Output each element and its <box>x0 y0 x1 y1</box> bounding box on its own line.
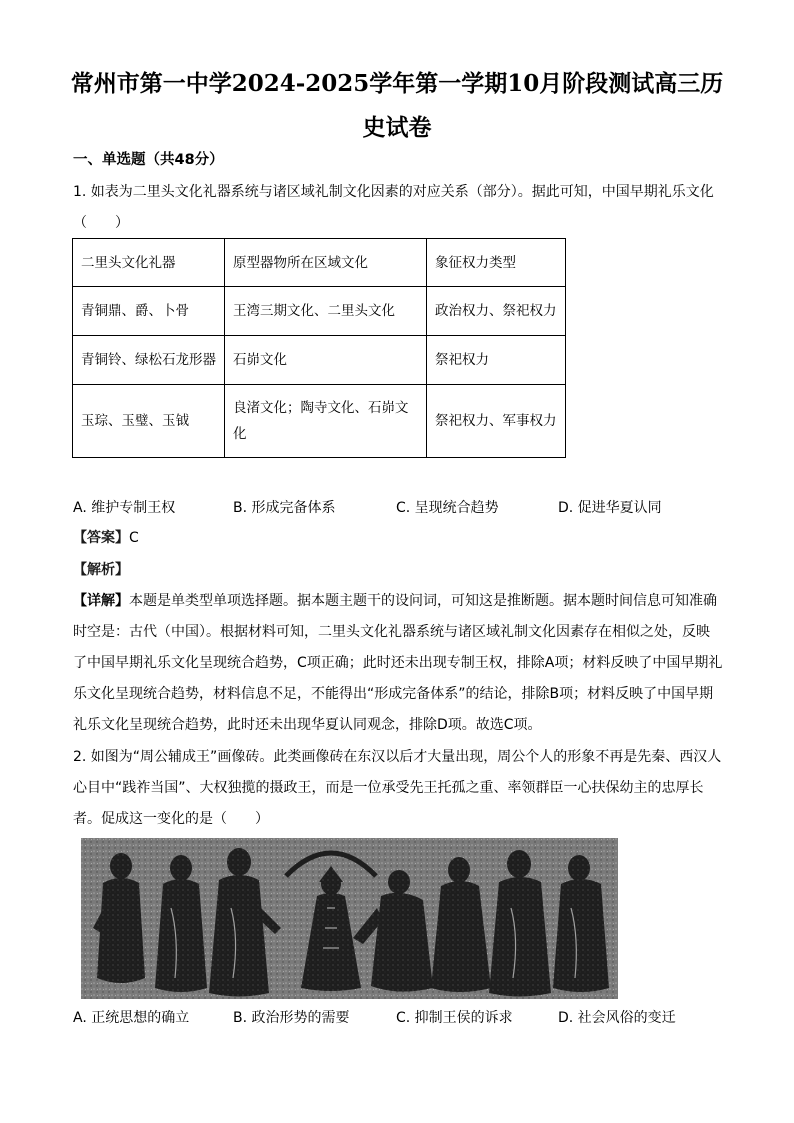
table-cell: 青铜鼎、爵、卜骨 <box>73 287 225 336</box>
table-cell: 良渚文化；陶寺文化、石峁文化 <box>225 385 427 458</box>
table-cell: 祭祀权力、军事权力 <box>427 385 566 458</box>
page-title: 常州市第一中学2024-2025学年第一学期10月阶段测试高三历史试卷 <box>70 70 724 141</box>
table-header-cell: 二里头文化礼器 <box>73 239 225 287</box>
table-header-row <box>73 239 566 287</box>
table-header-cell: 象征权力类型 <box>427 239 566 287</box>
section-heading: 一、单选题（共48分） <box>73 152 224 168</box>
table-cell: 石峁文化 <box>225 336 427 385</box>
han-rubbing-image <box>81 838 618 999</box>
table-cell: 青铜铃、绿松石龙形器 <box>73 336 225 385</box>
table-row <box>73 336 566 385</box>
q1-options <box>73 497 733 517</box>
option-a[interactable]: A. 维护专制王权 <box>73 500 176 516</box>
answer-value: C <box>129 530 139 546</box>
option-d[interactable]: D. 促进华夏认同 <box>558 500 662 516</box>
q1-stem: 1. 如表为二里头文化礼器系统与诸区域礼制文化因素的对应关系（部分）。据此可知，中国早期礼乐文化（ ） <box>73 184 714 231</box>
option-d[interactable]: D. 社会风俗的变迁 <box>558 1010 676 1026</box>
table-cell: 祭祀权力 <box>427 336 566 385</box>
table-cell: 王湾三期文化、二里头文化 <box>225 287 427 336</box>
table-row <box>73 385 566 458</box>
option-b[interactable]: B. 形成完备体系 <box>233 500 336 516</box>
answer-tag: 【答案】 <box>73 530 129 546</box>
option-b[interactable]: B. 政治形势的需要 <box>233 1010 350 1026</box>
table-row <box>73 287 566 336</box>
option-c[interactable]: C. 抑制王侯的诉求 <box>396 1010 513 1026</box>
option-a[interactable]: A. 正统思想的确立 <box>73 1010 190 1026</box>
q2-options <box>73 1007 733 1027</box>
q2-stem: 2. 如图为“周公辅成王”画像砖。此类画像砖在东汉以后才大量出现，周公个人的形象不再是先秦、西汉人心目中“践祚当国”、大权独揽的摄政王，而是一位承受先王托孤之重、率领群臣一心扶保幼主的忠厚长者。促成这一变化的是（ ） <box>73 749 722 827</box>
detail-paragraph <box>73 586 723 741</box>
table-cell: 政治权力、祭祀权力 <box>427 287 566 336</box>
detail-tag: 【详解】 <box>73 593 129 609</box>
answer-line <box>73 527 139 547</box>
q1-table <box>72 238 566 458</box>
analysis-line <box>73 559 129 579</box>
detail-text: 本题是单类型单项选择题。据本题主题干的设问词，可知这是推断题。据本题时间信息可知准确时空是：古代（中国）。根据材料可知，二里头文化礼器系统与诸区域礼制文化因素存在相似之处，反映了中国早期礼乐文化呈现统合趋势，C项正确；此时还未出现专制王权，排除A项；材料反映了中国早期礼乐文化呈现统合趋势，材料信息不足，不能得出“形成完备体系”的结论，排除B项；材料反映了中国早期礼乐文化呈现统合趋势，此时还未出现华夏认同观念，排除D项。故选C项。 <box>73 593 723 733</box>
option-c[interactable]: C. 呈现统合趋势 <box>396 500 499 516</box>
analysis-tag: 【解析】 <box>73 562 129 578</box>
table-cell: 玉琮、玉璧、玉钺 <box>73 385 225 458</box>
rubbing-illustration <box>81 838 618 999</box>
table-header-cell: 原型器物所在区域文化 <box>225 239 427 287</box>
